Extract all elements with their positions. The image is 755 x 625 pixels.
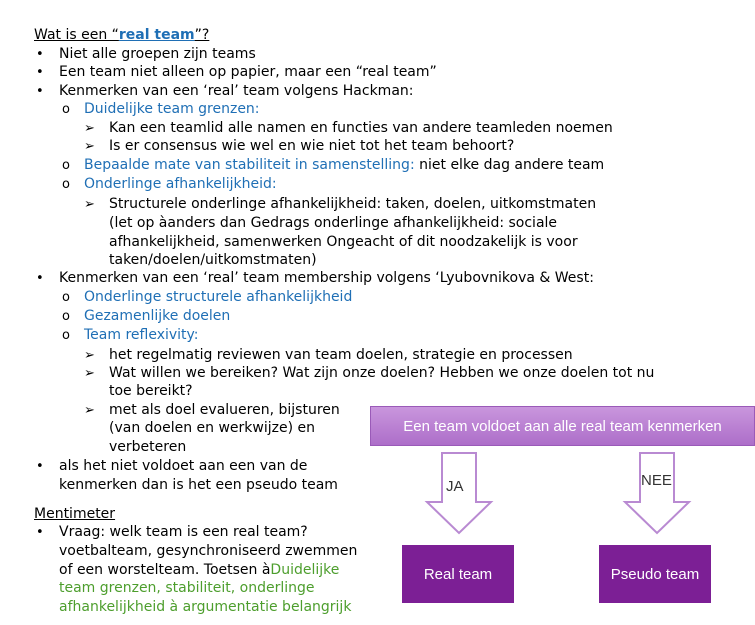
bullet-icon: • <box>36 47 44 62</box>
no-label: NEE <box>641 472 672 489</box>
circle-bullet-icon: o <box>62 328 70 343</box>
list-item-cont: kenmerken dan is het een pseudo team <box>59 477 338 493</box>
list-item: Wat willen we bereiken? Wat zijn onze doelen? Hebben we onze doelen tot nu <box>109 365 655 381</box>
real-team-box: Real team <box>402 545 514 603</box>
arrow-bullet-icon: ➢ <box>84 403 95 418</box>
arrow-bullet-icon: ➢ <box>84 121 95 136</box>
list-item-cont: (let op àanders dan Gedrags onderlinge afhankelijkheid: sociale <box>109 215 558 231</box>
list-item-cont: taken/doelen/uitkomstmaten) <box>109 252 317 268</box>
arrow-bullet-icon: ➢ <box>84 366 95 381</box>
list-item-cont: voetbalteam, gesynchroniseerd zwemmen <box>59 543 358 559</box>
list-item <box>84 156 604 175</box>
title-prefix: Wat is een “ <box>34 27 119 43</box>
list-item-cont: afhankelijkheid, samenwerken Ongeacht of dit noodzakelijk is voor <box>109 234 578 250</box>
item-rest: niet elke dag andere team <box>414 157 605 173</box>
list-item: als het niet voldoet aan een van de <box>59 458 308 474</box>
list-item-cont: afhankelijkheid à argumentatie belangrijk <box>59 599 352 615</box>
list-item-cont: (van doelen en werkwijze) en <box>109 420 315 436</box>
list-item-cont: toe bereikt? <box>109 383 193 399</box>
title-suffix: ”? <box>194 27 210 43</box>
title-highlight: real team <box>118 27 195 43</box>
list-item: Is er consensus wie wel en wie niet tot het team behoort? <box>109 138 515 154</box>
list-item: Structurele onderlinge afhankelijkheid: taken, doelen, uitkomstmaten <box>109 196 597 212</box>
list-item: Onderlinge structurele afhankelijkheid <box>84 289 353 305</box>
arrow-bullet-icon: ➢ <box>84 197 95 212</box>
list-item: Kenmerken van een ‘real’ team volgens Hackman: <box>59 83 414 99</box>
bullet-icon: • <box>36 271 44 286</box>
bullet-icon: • <box>36 525 44 540</box>
list-item: Vraag: welk team is een real team? <box>59 524 308 540</box>
bullet-icon: • <box>36 84 44 99</box>
circle-bullet-icon: o <box>62 290 70 305</box>
list-item: Team reflexivity: <box>84 327 199 343</box>
list-item: Kan een teamlid alle namen en functies van andere teamleden noemen <box>109 120 613 136</box>
list-item: Gezamenlijke doelen <box>84 308 231 324</box>
mentimeter-title: Mentimeter <box>34 506 116 522</box>
circle-bullet-icon: o <box>62 177 70 192</box>
list-item: Kenmerken van een ‘real’ team membership volgens ‘Lyubovnikova & West: <box>59 270 594 286</box>
bullet-icon: • <box>36 459 44 474</box>
list-item: het regelmatig reviewen van team doelen, strategie en processen <box>109 347 573 363</box>
list-item: Onderlinge afhankelijkheid: <box>84 176 277 192</box>
list-item: Duidelijke team grenzen: <box>84 101 260 117</box>
circle-bullet-icon: o <box>62 158 70 173</box>
item-highlight: Bepaalde mate van stabiliteit in samenstelling: <box>84 157 415 173</box>
arrow-bullet-icon: ➢ <box>84 139 95 154</box>
item-highlight: Duidelijke <box>270 562 340 578</box>
yes-label: JA <box>446 478 464 495</box>
circle-bullet-icon: o <box>62 102 70 117</box>
list-item: met als doel evalueren, bijsturen <box>109 402 340 418</box>
arrow-bullet-icon: ➢ <box>84 348 95 363</box>
list-item-cont <box>59 561 339 580</box>
no-arrow-icon <box>624 452 690 534</box>
circle-bullet-icon: o <box>62 309 70 324</box>
diagram-banner: Een team voldoet aan alle real team kenmerken <box>370 406 755 446</box>
list-item-cont: verbeteren <box>109 439 187 455</box>
section-title <box>34 26 209 45</box>
list-item: Niet alle groepen zijn teams <box>59 46 256 62</box>
list-item: Een team niet alleen op papier, maar een “real team” <box>59 64 437 80</box>
bullet-icon: • <box>36 65 44 80</box>
pseudo-team-box: Pseudo team <box>599 545 711 603</box>
list-item-cont: team grenzen, stabiliteit, onderlinge <box>59 580 315 596</box>
item-rest: of een worstelteam. Toetsen à <box>59 562 271 578</box>
